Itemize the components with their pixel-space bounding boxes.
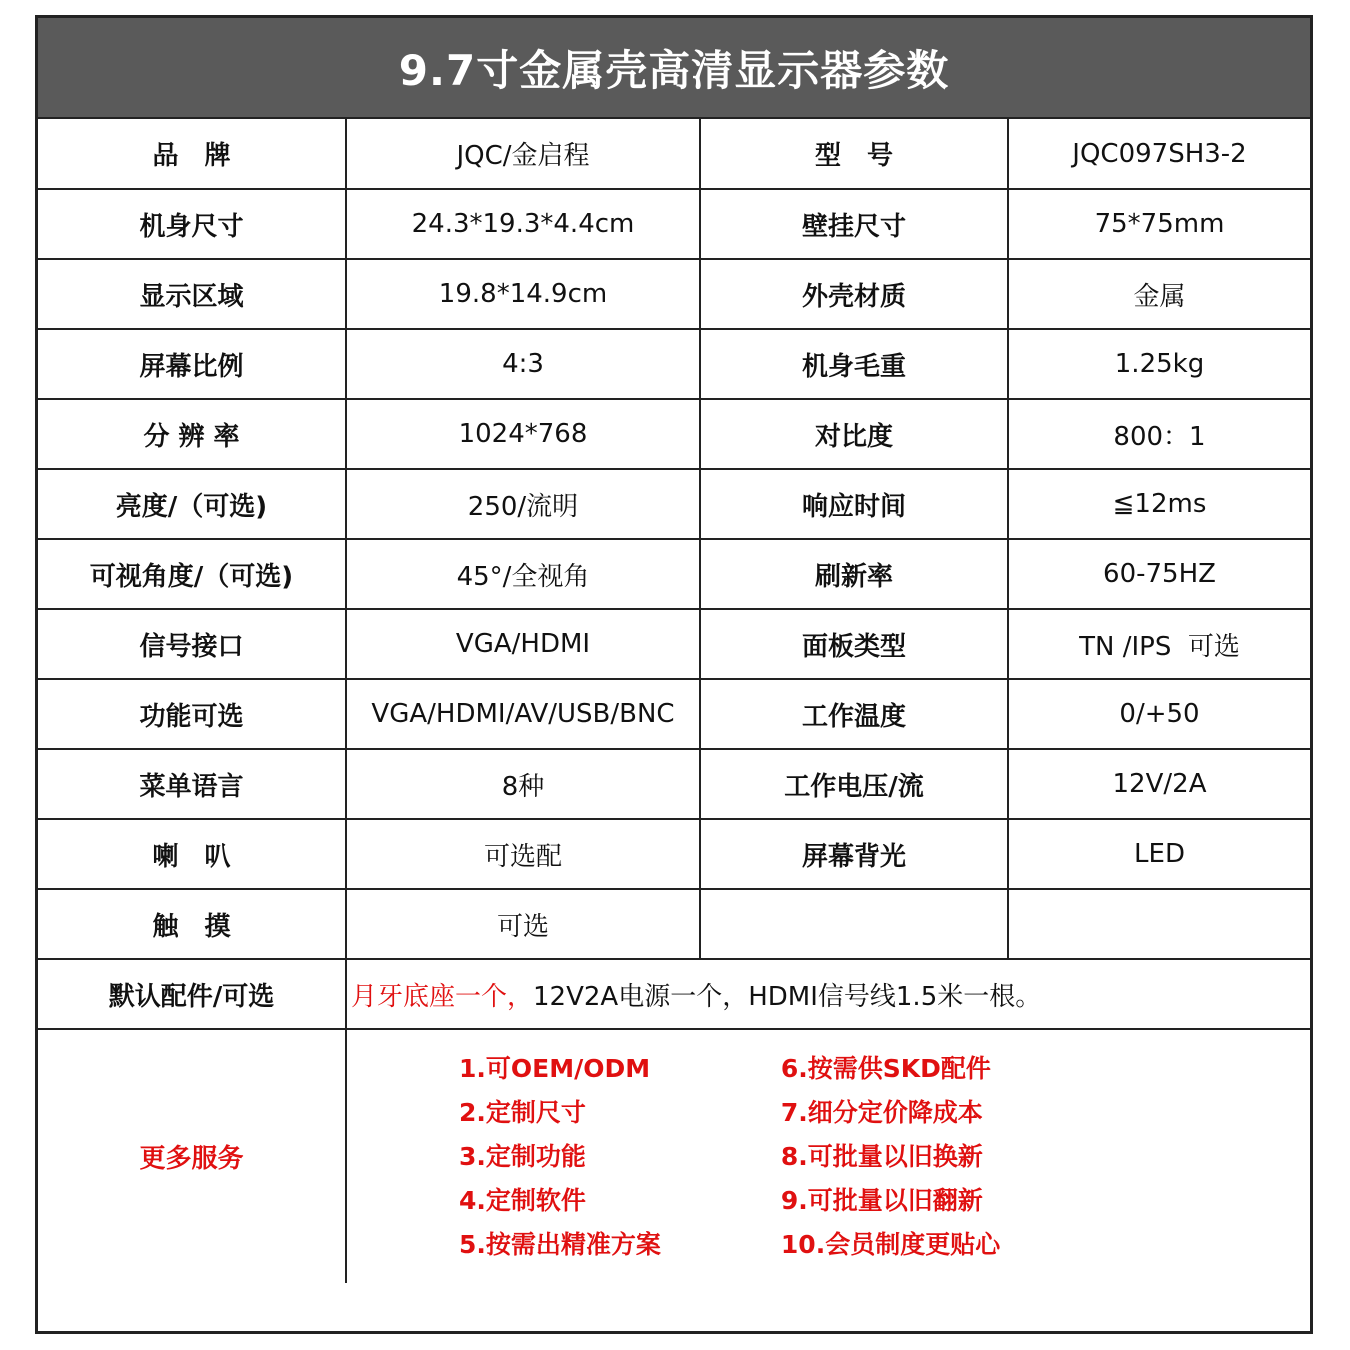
accessories-red-text: 月牙底座一个， (351, 981, 534, 1012)
spec-sheet (35, 15, 1313, 1334)
services-label: 更多服务 (38, 1029, 346, 1283)
service-item: 8.可批量以旧换新 (780, 1141, 983, 1171)
spec-value: 60-75HZ (1008, 539, 1310, 609)
table-row (38, 259, 1310, 329)
spec-label: 菜单语言 (38, 749, 346, 819)
table-row (38, 749, 1310, 819)
spec-value: 8种 (346, 749, 700, 819)
services-row (38, 1029, 1310, 1283)
accessories-black-text: 12V2A电源一个，HDMI信号线1.5米一根。 (533, 981, 1042, 1012)
spec-value: 45°/全视角 (346, 539, 700, 609)
spec-value: 75*75mm (1008, 189, 1310, 259)
spec-label: 对比度 (700, 399, 1008, 469)
spec-label: 亮度/（可选) (38, 469, 346, 539)
service-item: 1.可OEM/ODM (459, 1053, 651, 1083)
spec-value: TN /IPS 可选 (1008, 609, 1310, 679)
spec-value: 4:3 (346, 329, 700, 399)
table-row (38, 679, 1310, 749)
services-column-2 (781, 1047, 1000, 1267)
spec-value: 19.8*14.9cm (346, 259, 700, 329)
table-row (38, 609, 1310, 679)
spec-label: 品 牌 (38, 119, 346, 189)
spec-value: VGA/HDMI (346, 609, 700, 679)
service-item: 4.定制软件 (459, 1185, 586, 1215)
accessories-value (346, 959, 1310, 1029)
spec-label: 机身毛重 (700, 329, 1008, 399)
spec-label-empty (700, 889, 1008, 959)
accessories-row (38, 959, 1310, 1029)
spec-value: 24.3*19.3*4.4cm (346, 189, 700, 259)
spec-label: 触 摸 (38, 889, 346, 959)
spec-label: 外壳材质 (700, 259, 1008, 329)
spec-label: 分 辨 率 (38, 399, 346, 469)
table-row (38, 539, 1310, 609)
table-row (38, 819, 1310, 889)
sheet-title: 9.7寸金属壳高清显示器参数 (38, 18, 1310, 119)
spec-value: 金属 (1008, 259, 1310, 329)
spec-label: 壁挂尺寸 (700, 189, 1008, 259)
service-item: 7.细分定价降成本 (780, 1097, 983, 1127)
spec-label: 刷新率 (700, 539, 1008, 609)
spec-value: 可选配 (346, 819, 700, 889)
services-column-1 (459, 1047, 661, 1267)
spec-value: ≦12ms (1008, 469, 1310, 539)
spec-value-empty (1008, 889, 1310, 959)
spec-value: 12V/2A (1008, 749, 1310, 819)
spec-value: JQC/金启程 (346, 119, 700, 189)
spec-label: 喇 叭 (38, 819, 346, 889)
accessories-label: 默认配件/可选 (38, 959, 346, 1029)
spec-value: 0/+50 (1008, 679, 1310, 749)
service-item: 3.定制功能 (459, 1141, 586, 1171)
spec-label: 显示区域 (38, 259, 346, 329)
spec-label: 工作电压/流 (700, 749, 1008, 819)
spec-label: 响应时间 (700, 469, 1008, 539)
spec-value: LED (1008, 819, 1310, 889)
service-item: 9.可批量以旧翻新 (780, 1185, 983, 1215)
spec-label: 屏幕背光 (700, 819, 1008, 889)
spec-value: 1.25kg (1008, 329, 1310, 399)
spec-label: 屏幕比例 (38, 329, 346, 399)
service-item: 2.定制尺寸 (459, 1097, 586, 1127)
table-row (38, 889, 1310, 959)
spec-label: 型 号 (700, 119, 1008, 189)
spec-label: 功能可选 (38, 679, 346, 749)
table-row (38, 189, 1310, 259)
service-item: 6.按需供SKD配件 (780, 1053, 991, 1083)
spec-label: 工作温度 (700, 679, 1008, 749)
service-item: 10.会员制度更贴心 (780, 1229, 1001, 1259)
services-list (346, 1029, 1310, 1283)
table-row (38, 399, 1310, 469)
spec-value: VGA/HDMI/AV/USB/BNC (346, 679, 700, 749)
table-row (38, 469, 1310, 539)
spec-value: 可选 (346, 889, 700, 959)
table-row (38, 119, 1310, 189)
spec-label: 可视角度/（可选) (38, 539, 346, 609)
spec-table (38, 119, 1310, 1283)
spec-value: 250/流明 (346, 469, 700, 539)
spec-label: 面板类型 (700, 609, 1008, 679)
spec-value: JQC097SH3-2 (1008, 119, 1310, 189)
service-item: 5.按需出精准方案 (459, 1229, 661, 1259)
table-row (38, 329, 1310, 399)
spec-label: 信号接口 (38, 609, 346, 679)
spec-label: 机身尺寸 (38, 189, 346, 259)
spec-value: 800：1 (1008, 399, 1310, 469)
spec-value: 1024*768 (346, 399, 700, 469)
